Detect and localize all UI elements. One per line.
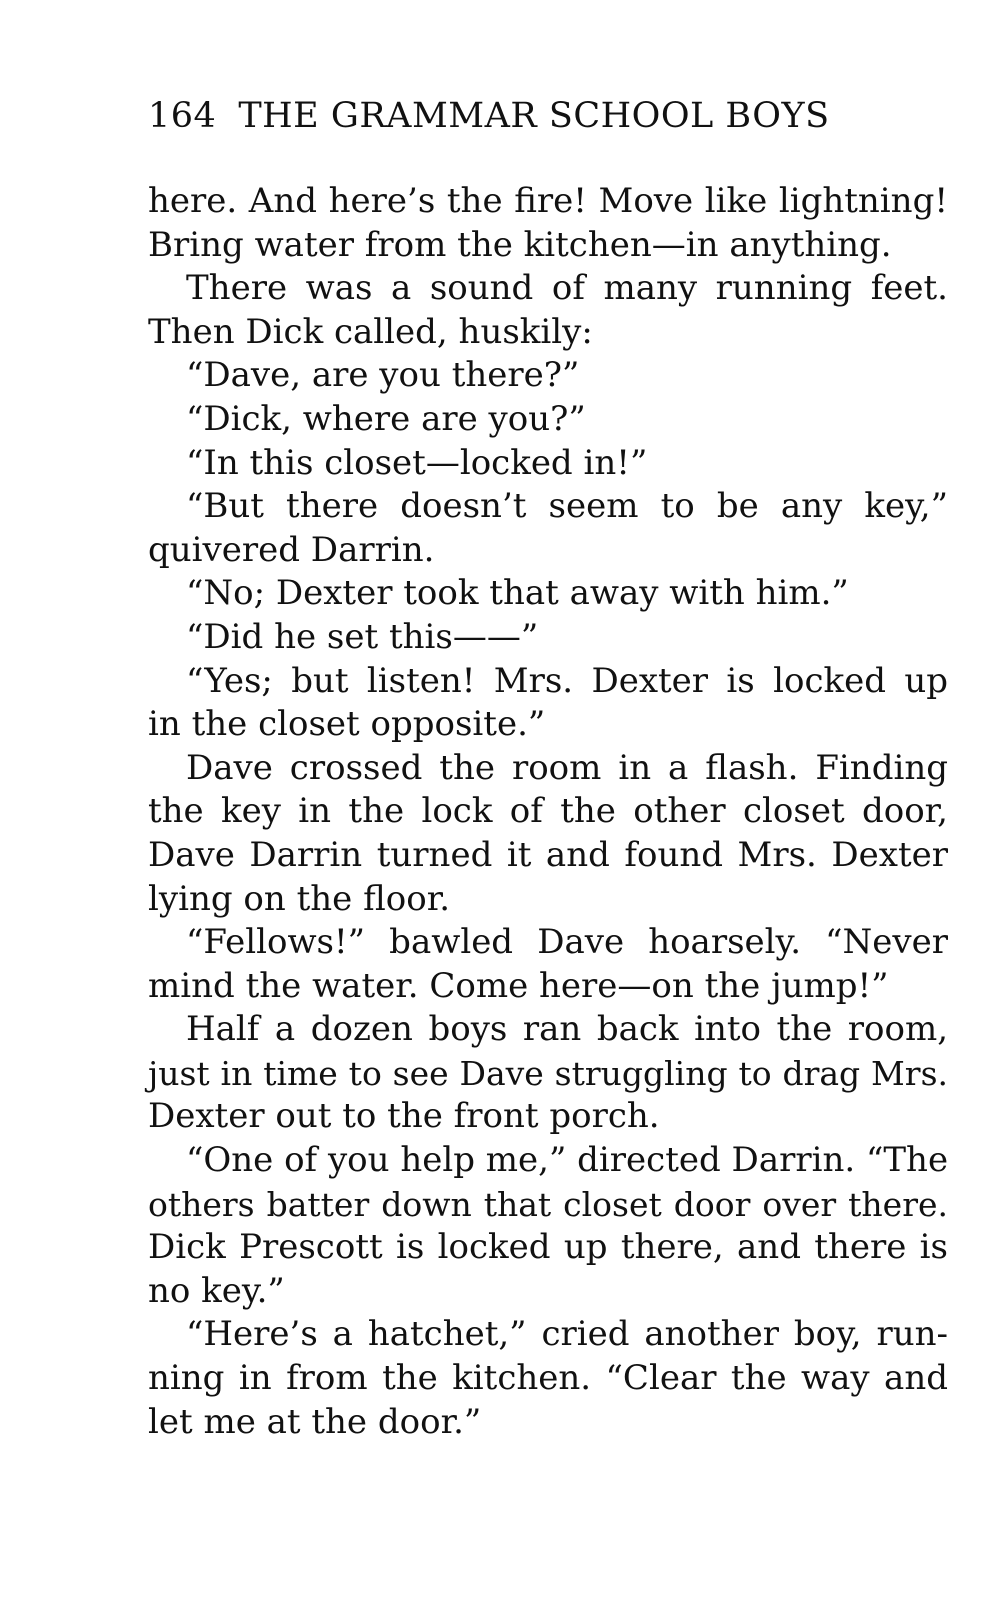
text-line: “Yes; but listen! Mrs. Dexter is locked up [186, 660, 948, 701]
text-line: “In this closet—locked in!” [186, 442, 648, 483]
text-line: Half a dozen boys ran back into the room, [186, 1009, 948, 1050]
text-line: “Dave, are you there?” [186, 355, 580, 396]
text-line: lying on the floor. [148, 878, 451, 919]
page-number: 164 [148, 96, 217, 136]
text-line: here. And here’s the fire! Move like lightning! [148, 181, 948, 221]
text-line: let me at the door.” [148, 1401, 482, 1442]
text-line: the key in the lock of the other closet door, [148, 791, 948, 832]
text-line: Bring water from the kitchen—in anything. [148, 224, 892, 265]
text-line: “Here’s a hatchet,” cried another boy, run- [186, 1314, 948, 1355]
running-header [148, 88, 868, 144]
text-line: ning in from the kitchen. “Clear the way and [148, 1358, 948, 1399]
text-line: Dave Darrin turned it and found Mrs. Dexter [148, 834, 948, 875]
text-line: “Did he set this——” [186, 616, 539, 657]
text-line: just in time to see Dave struggling to drag Mrs. [148, 1053, 948, 1093]
text-line: “Dick, where are you?” [186, 398, 586, 439]
text-line: Dick Prescott is locked up there, and there is [148, 1227, 948, 1268]
text-line: no key.” [148, 1270, 285, 1311]
text-line: Dexter out to the front porch. [148, 1096, 660, 1137]
body-text [148, 180, 948, 1444]
text-line: Dave crossed the room in a flash. Finding [186, 747, 948, 788]
text-line: “But there doesn’t seem to be any key,” [186, 486, 948, 527]
text-line: Then Dick called, huskily: [148, 311, 593, 352]
running-title: THE GRAMMAR SCHOOL BOYS [238, 96, 830, 136]
text-line: “Fellows!” bawled Dave hoarsely. “Never [186, 922, 948, 963]
text-line: “No; Dexter took that away with him.” [186, 573, 849, 614]
text-line: There was a sound of many running feet. [186, 268, 948, 309]
text-line: mind the water. Come here—on the jump!” [148, 965, 889, 1006]
text-line: “One of you help me,” directed Darrin. “The [186, 1140, 949, 1181]
text-line: quivered Darrin. [148, 529, 435, 570]
text-line: in the closet opposite.” [148, 704, 546, 745]
text-line: others batter down that closet door over there. [148, 1184, 948, 1224]
